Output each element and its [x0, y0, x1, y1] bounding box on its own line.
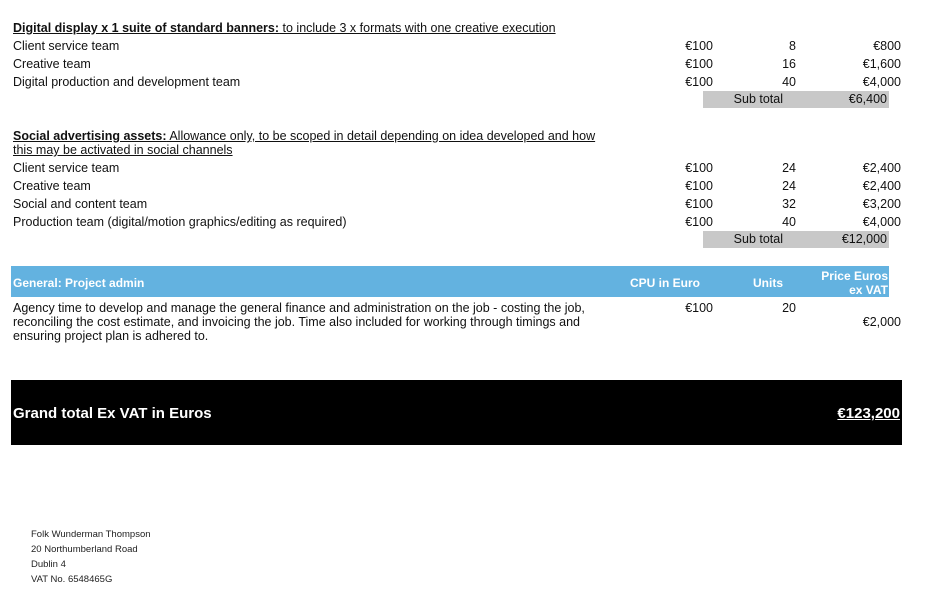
row-label: Client service team [13, 39, 120, 53]
digital-section-heading [13, 21, 613, 35]
subtotal-label: Sub total [733, 92, 783, 106]
social-section-heading [13, 129, 613, 157]
row-units: 40 [782, 75, 796, 89]
row-units: 24 [782, 161, 796, 175]
grand-total-bar [11, 380, 902, 445]
row-price: €4,000 [862, 215, 901, 229]
row-cpu: €100 [685, 161, 713, 175]
row-label: Social and content team [13, 197, 148, 211]
social-heading-bold: Social advertising assets: [13, 129, 167, 143]
social-subtotal [703, 231, 889, 248]
row-cpu: €100 [685, 179, 713, 193]
grand-total-label: Grand total Ex VAT in Euros [13, 405, 212, 422]
row-cpu: €100 [685, 57, 713, 71]
row-units: 40 [782, 215, 796, 229]
row-label: Digital production and development team [13, 75, 241, 89]
admin-header-bar [11, 266, 889, 297]
admin-cpu: €100 [685, 301, 713, 315]
subtotal-label: Sub total [733, 232, 783, 246]
digital-heading-bold: Digital display x 1 suite of standard banners: [13, 21, 280, 35]
admin-header-cpu: CPU in Euro [629, 276, 700, 290]
row-units: 24 [782, 179, 796, 193]
admin-header-label: General: Project admin [13, 276, 145, 290]
admin-units: 20 [782, 301, 796, 315]
row-units: 8 [789, 39, 796, 53]
row-price: €800 [873, 39, 901, 53]
row-cpu: €100 [685, 39, 713, 53]
row-cpu: €100 [685, 197, 713, 211]
subtotal-value: €12,000 [841, 232, 887, 246]
row-units: 16 [782, 57, 796, 71]
row-label: Creative team [13, 179, 91, 193]
social-heading-rest: Allowance only, to be scoped in detail depending on idea developed and how this may be activated in social channels [13, 129, 596, 157]
row-cpu: €100 [685, 75, 713, 89]
footer-city: Dublin 4 [31, 559, 66, 570]
row-price: €2,400 [862, 179, 901, 193]
footer-street: 20 Northumberland Road [31, 544, 138, 555]
footer-company: Folk Wunderman Thompson [31, 529, 151, 540]
admin-header-price [786, 269, 888, 297]
row-cpu: €100 [685, 215, 713, 229]
admin-header-units: Units [753, 276, 783, 290]
row-units: 32 [782, 197, 796, 211]
row-price: €2,400 [862, 161, 901, 175]
digital-heading-rest: to include 3 x formats with one creative execution [279, 21, 556, 35]
row-label: Creative team [13, 57, 91, 71]
grand-total-value: €123,200 [837, 405, 900, 422]
row-price: €3,200 [862, 197, 901, 211]
admin-description: Agency time to develop and manage the general finance and administration on the job - costing the job, reconciling the cost estimate, and invoicing the job. Time also included for working through timings and ensuring project plan is adhered to. [13, 301, 585, 343]
subtotal-value: €6,400 [848, 92, 887, 106]
footer-vat: VAT No. 6548465G [31, 574, 113, 585]
company-address [31, 527, 151, 587]
row-label: Client service team [13, 161, 120, 175]
row-label: Production team (digital/motion graphics/editing as required) [13, 215, 347, 229]
admin-header-price-line1: Price Euros [821, 269, 888, 283]
row-price: €4,000 [862, 75, 901, 89]
admin-header-price-line2: ex VAT [849, 283, 888, 297]
digital-subtotal [703, 91, 889, 108]
row-price: €1,600 [862, 57, 901, 71]
admin-price: €2,000 [862, 315, 901, 329]
